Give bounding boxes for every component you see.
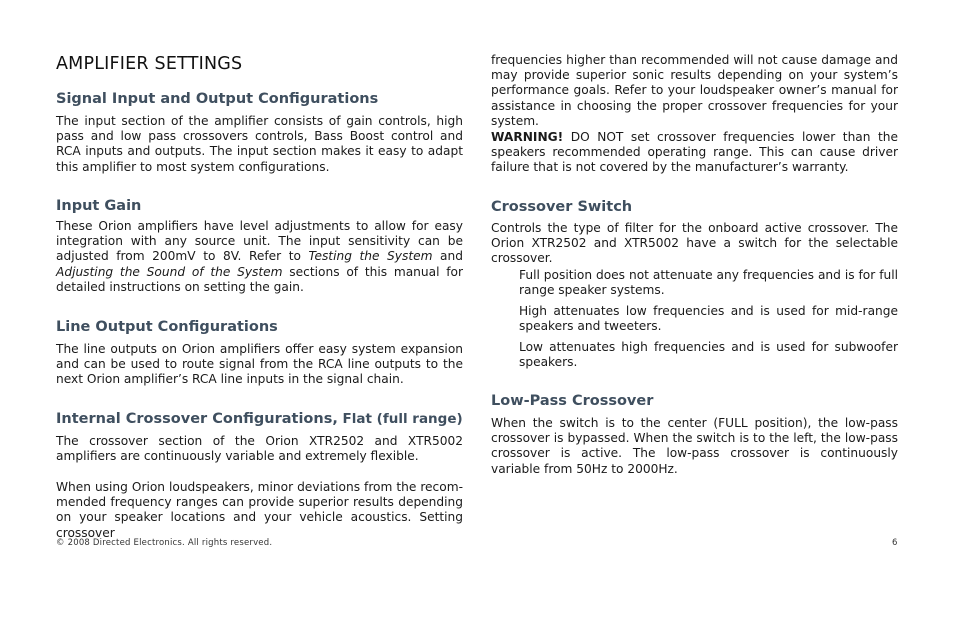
signal-io-heading: Signal Input and Output Configurations bbox=[56, 91, 379, 107]
input-gain-paragraph bbox=[56, 219, 463, 295]
switch-item-high: High attenuates low frequencies and is used for mid-range speakers and tweeters. bbox=[519, 304, 898, 334]
low-pass-paragraph: When the switch is to the center (FULL position), the low-pass crossover is bypassed. When the switch is to the left, the low-pass crossover is active. The low-pass crossover is continuously variable from 50Hz to 2000Hz. bbox=[491, 416, 898, 476]
footer-copyright: © 2008 Directed Electronics. All rights reserved. bbox=[56, 538, 273, 548]
line-output-paragraph: The line outputs on Orion amplifiers offer easy system expansion and can be used to route signal from the RCA line outputs to the next Orion amplifier’s RCA line inputs in the signal chain. bbox=[56, 342, 463, 387]
page-number: 6 bbox=[892, 538, 898, 548]
line-output-heading: Line Output Configurations bbox=[56, 319, 278, 335]
signal-io-paragraph: The input section of the amplifier consists of gain controls, high pass and low pass crossovers controls, Bass Boost control and RCA inputs and outputs. The input section makes it easy to adapt this amplifier to most system configurations. bbox=[56, 114, 463, 174]
crossover-config-heading-sub: Flat (full range) bbox=[337, 411, 463, 427]
input-gain-heading: Input Gain bbox=[56, 198, 142, 214]
warning-label: WARNING! bbox=[491, 130, 564, 144]
switch-item-low: Low attenuates high frequencies and is used for subwoofer speakers. bbox=[519, 340, 898, 370]
warning-text: DO NOT set crossover frequencies lower than the speakers recommended operating range. This can cause driver failure that is not covered by the manufacturer’s warranty. bbox=[491, 130, 898, 175]
crossover-switch-heading: Crossover Switch bbox=[491, 199, 633, 215]
page-title: AMPLIFIER SETTINGS bbox=[56, 54, 243, 74]
low-pass-heading: Low-Pass Crossover bbox=[491, 393, 654, 409]
input-gain-ref-testing: Testing the System bbox=[308, 249, 433, 264]
switch-item-full: Full position does not attenuate any frequencies and is for full range speaker systems. bbox=[519, 268, 898, 298]
crossover-switch-paragraph: Controls the type of filter for the onboard active crossover. The Orion XTR2502 and XTR5002 have a switch for the selectable crossover. bbox=[491, 221, 898, 266]
crossover-config-heading bbox=[56, 411, 463, 427]
input-gain-text-2: and bbox=[432, 249, 463, 264]
crossover-config-paragraph-2: When using Orion loudspeakers, minor deviations from the recommended frequency ranges can provide superior results depending on your speaker locations and your vehicle acoustics. Setting crossover bbox=[56, 480, 463, 540]
crossover-config-heading-main: Internal Crossover Configurations, bbox=[56, 411, 338, 427]
crossover-continuation-paragraph: frequencies higher than recommended will not cause damage and may provide superior sonic results depending on your system’s performance goals. Refer to your loudspeaker owner’s manual for assistance in choosing the proper crossover frequencies for your system. bbox=[491, 53, 898, 128]
warning-paragraph bbox=[491, 130, 898, 176]
crossover-config-paragraph-1: The crossover section of the Orion XTR2502 and XTR5002 amplifiers are continuously variable and extremely flexible. bbox=[56, 434, 463, 464]
input-gain-ref-adjusting: Adjusting the Sound of the System bbox=[56, 264, 283, 279]
input-gain-text-1: These Orion amplifiers have level adjustments to allow for easy integration with any source unit. The input sensitivity can be adjusted from 200mV to 8V. Refer to bbox=[56, 219, 463, 264]
input-gain-text-3: sections of this manual for detailed instructions on setting the gain. bbox=[56, 264, 463, 294]
